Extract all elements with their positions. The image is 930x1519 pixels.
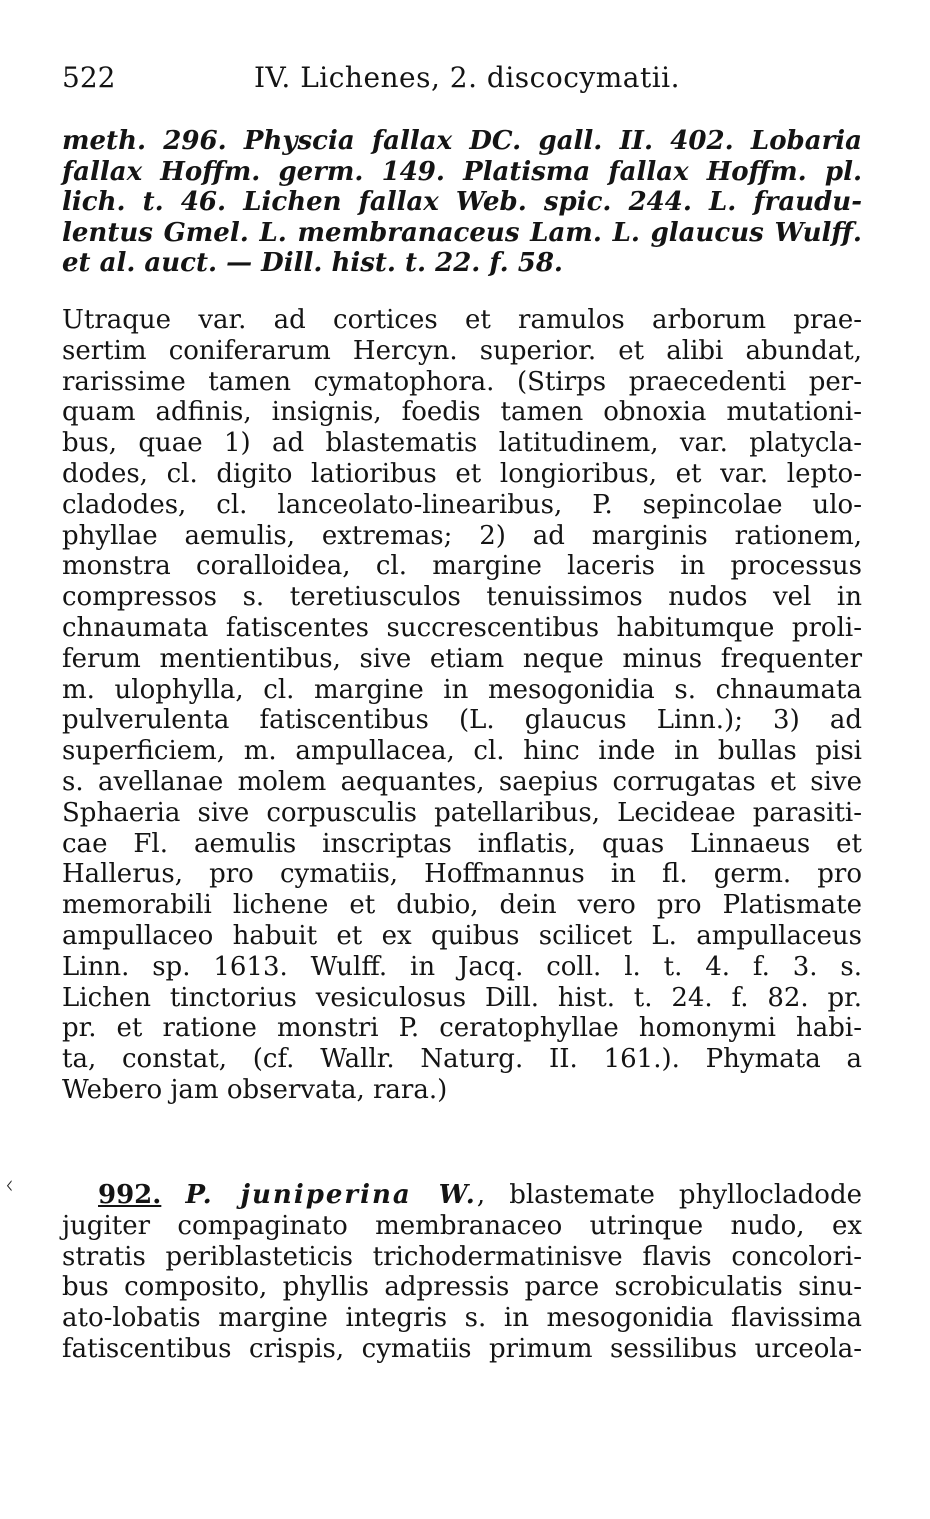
species-description-start: , blastemate phyllocladode xyxy=(476,1180,862,1210)
discussion-line: memorabili lichene et dubio, dein vero pro Platismate xyxy=(62,890,862,921)
species-description-line: stratis periblasteticis trichodermatinisve flavis concolori- xyxy=(62,1241,862,1272)
species-description-line: ato-lobatis margine integris s. in mesogonidia flavissima xyxy=(62,1303,862,1334)
discussion-line: chnaumata fatiscentes succrescentibus habitumque proli- xyxy=(62,612,862,643)
synonymy-line: et al. auct. — Dill. hist. t. 22. f. 58. xyxy=(62,248,563,279)
discussion-line: rarissime tamen cymatophora. (Stirps praecedenti per- xyxy=(62,366,862,397)
book-page xyxy=(62,0,862,1519)
discussion-line: sertim coniferarum Hercyn. superior. et alibi abundat, xyxy=(62,335,862,366)
discussion-line: Lichen tinctorius vesiculosus Dill. hist. t. 24. f. 82. pr. xyxy=(62,982,862,1013)
species-description-line: bus composito, phyllis adpressis parce scrobiculatis sinu- xyxy=(62,1272,862,1303)
discussion-line: monstra coralloidea, cl. margine laceris in processus xyxy=(62,551,862,582)
discussion-line: cladodes, cl. lanceolato-linearibus, P. sepincolae ulo- xyxy=(62,489,862,520)
species-number: 992. xyxy=(98,1180,162,1210)
page-number: 522 xyxy=(62,61,116,94)
synonymy-line: lich. t. 46. Lichen fallax Web. spic. 244. L. fraudu- xyxy=(62,187,862,218)
discussion-line: Utraque var. ad cortices et ramulos arborum prae- xyxy=(62,305,862,335)
species-description-line: fatiscentibus crispis, cymatiis primum sessilibus urceola- xyxy=(62,1333,862,1364)
synonymy-line: meth. 296. Physcia fallax DC. gall. II. 402. Lobaria xyxy=(62,126,862,156)
discussion-line: Linn. sp. 1613. Wulff. in Jacq. coll. l. t. 4. f. 3. s. xyxy=(62,951,862,982)
discussion-line: ferum mentientibus, sive etiam neque minus frequenter xyxy=(62,643,862,674)
discussion-line: ampullaceo habuit et ex quibus scilicet L. ampullaceus xyxy=(62,920,862,951)
discussion-line: quam adfinis, insignis, foedis tamen obnoxia mutationi- xyxy=(62,397,862,428)
discussion-line: bus, quae 1) ad blastematis latitudinem, var. platycla- xyxy=(62,428,862,459)
discussion-paragraph xyxy=(62,305,862,1106)
discussion-line: pr. et ratione monstri P. ceratophyllae homonymi habi- xyxy=(62,1013,862,1044)
species-first-line xyxy=(62,1180,862,1211)
species-description-line: jugiter compaginato membranaceo utrinque nudo, ex xyxy=(62,1210,862,1241)
synonymy-paragraph xyxy=(62,126,862,279)
discussion-line: Sphaeria sive corpusculis patellaribus, Lecideae parasiti- xyxy=(62,797,862,828)
discussion-line: s. avellanae molem aequantes, saepius corrugatas et sive xyxy=(62,766,862,797)
species-entry xyxy=(62,1180,862,1365)
discussion-line: pulverulenta fatiscentibus (L. glaucus Linn.); 3) ad xyxy=(62,705,862,736)
discussion-line: Webero jam observata, rara.) xyxy=(62,1074,448,1105)
discussion-line: m. ulophylla, cl. margine in mesogonidia s. chnaumata xyxy=(62,674,862,705)
discussion-line: compressos s. teretiusculos tenuissimos nudos vel in xyxy=(62,582,862,613)
margin-mark: ᚲ xyxy=(2,1172,17,1200)
discussion-line: Hallerus, pro cymatiis, Hoffmannus in fl. germ. pro xyxy=(62,859,862,890)
discussion-line: dodes, cl. digito latioribus et longioribus, et var. lepto- xyxy=(62,458,862,489)
running-head xyxy=(62,58,862,98)
section-title: IV. Lichenes, 2. discocymatii. xyxy=(254,61,681,94)
species-name: P. juniperina W. xyxy=(185,1180,477,1210)
discussion-line: superficiem, m. ampullacea, cl. hinc inde in bullas pisi xyxy=(62,736,862,767)
discussion-line: cae Fl. aemulis inscriptas inflatis, quas Linnaeus et xyxy=(62,828,862,859)
synonymy-line: lentus Gmel. L. membranaceus Lam. L. glaucus Wulff. xyxy=(62,217,862,248)
discussion-line: phyllae aemulis, extremas; 2) ad marginis rationem, xyxy=(62,520,862,551)
discussion-line: ta, constat, (cf. Wallr. Naturg. II. 161.). Phymata a xyxy=(62,1044,862,1075)
synonymy-line: fallax Hoffm. germ. 149. Platisma fallax Hoffm. pl. xyxy=(62,156,862,187)
